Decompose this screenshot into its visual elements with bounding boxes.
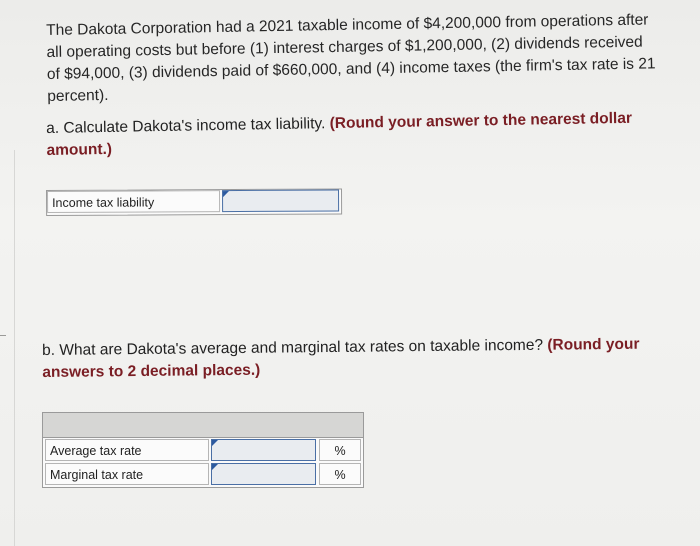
part-a-question-text: a. Calculate Dakota's income tax liability. <box>46 115 330 137</box>
margin-tick <box>0 335 6 336</box>
average-tax-rate-label: Average tax rate <box>45 439 209 461</box>
part-a-instruction: (Round your answer to the nearest dollar amount.) <box>46 109 633 159</box>
percent-unit: % <box>319 463 361 485</box>
income-tax-input[interactable] <box>222 189 339 212</box>
table-row <box>43 462 363 486</box>
input-marker-icon <box>212 440 218 446</box>
marginal-tax-rate-label: Marginal tax rate <box>45 463 209 485</box>
table-row <box>43 438 363 462</box>
marginal-tax-rate-input[interactable] <box>211 463 316 485</box>
part-b-question-text: b. What are Dakota's average and marginal tax rates on taxable income? <box>42 336 548 359</box>
left-margin <box>0 150 15 546</box>
average-tax-rate-input[interactable] <box>211 439 316 461</box>
income-tax-answer-box <box>46 188 342 216</box>
tax-rates-table <box>42 412 364 488</box>
input-marker-icon <box>212 464 218 470</box>
part-b-instruction: (Round your answers to 2 decimal places.) <box>42 335 640 381</box>
income-tax-label: Income tax liability <box>47 190 220 213</box>
table-header <box>43 413 363 438</box>
problem-statement: The Dakota Corporation had a 2021 taxable income of $4,200,000 from operations after all operating costs but before (1) interest charges of $1,200,000, (2) dividends received of $94,000, (3) dividends paid of $660,000, and (4) income taxes (the firm's tax rate is 21 percent). <box>46 11 656 105</box>
input-marker-icon <box>223 191 229 197</box>
percent-unit: % <box>319 439 361 461</box>
part-b-question <box>42 334 652 384</box>
